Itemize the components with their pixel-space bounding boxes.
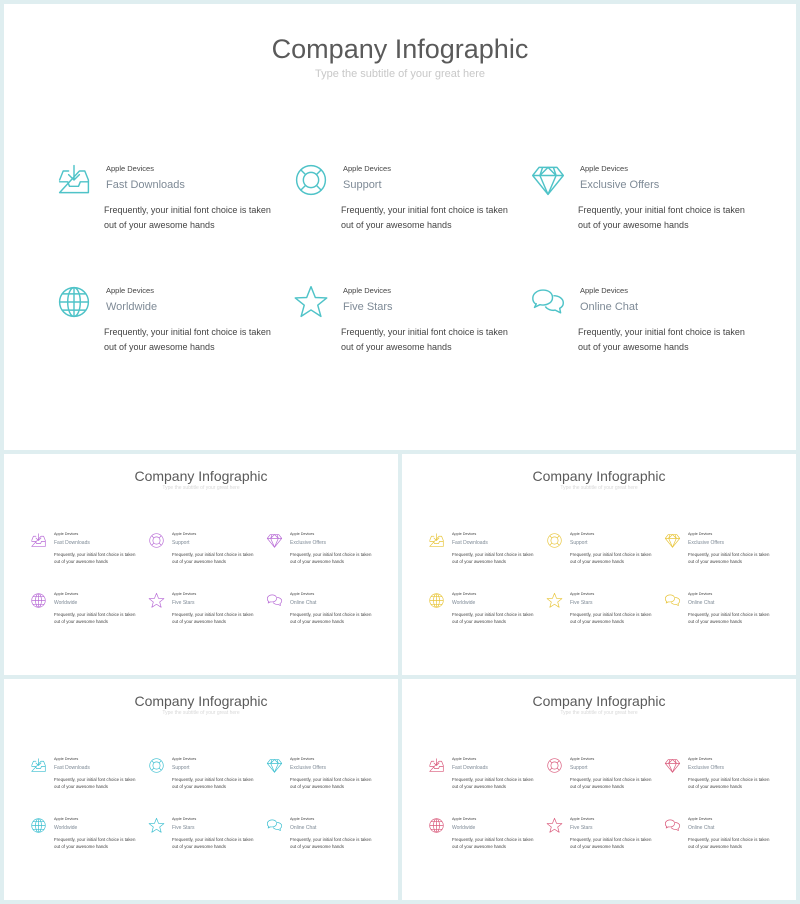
feature-item — [148, 757, 266, 799]
feature-category-label: Apple Devices — [290, 532, 315, 536]
diamond-icon — [266, 757, 283, 774]
feature-description — [104, 203, 271, 233]
feature-description — [54, 551, 135, 566]
feature-description-line-2: out of your awesome hands — [172, 844, 226, 850]
feature-name: Fast Downloads — [452, 540, 488, 546]
feature-description — [290, 551, 371, 566]
download-tray-icon — [30, 757, 47, 774]
chat-bubbles-icon — [266, 817, 283, 834]
feature-category-label: Apple Devices — [452, 817, 477, 821]
feature-description-line-2: out of your awesome hands — [570, 559, 624, 565]
feature-description — [452, 836, 533, 851]
feature-item — [428, 532, 546, 574]
feature-description-line-2: out of your awesome hands — [290, 559, 344, 565]
feature-item — [148, 817, 266, 859]
feature-description-line-1: Frequently, your initial font choice is taken — [290, 612, 372, 617]
feature-name: Five Stars — [570, 600, 593, 606]
feature-category-label: Apple Devices — [580, 164, 628, 173]
feature-description — [341, 203, 508, 233]
download-tray-icon — [56, 162, 92, 198]
feature-description-line-2: out of your awesome hands — [452, 619, 506, 625]
feature-name: Worldwide — [54, 825, 78, 831]
feature-description — [341, 325, 508, 355]
feature-description — [172, 551, 253, 566]
feature-name: Fast Downloads — [452, 765, 488, 771]
feature-description-line-2: out of your awesome hands — [341, 341, 452, 352]
feature-description-line-2: out of your awesome hands — [104, 219, 215, 230]
download-tray-icon — [30, 532, 47, 549]
feature-item — [56, 162, 296, 242]
feature-category-label: Apple Devices — [172, 757, 197, 761]
slide-title: Company Infographic — [134, 468, 268, 484]
slide-title: Company Infographic — [271, 34, 529, 64]
feature-name: Fast Downloads — [54, 765, 90, 771]
feature-description-line-1: Frequently, your initial font choice is taken — [54, 612, 136, 617]
feature-description-line-2: out of your awesome hands — [172, 619, 226, 625]
feature-category-label: Apple Devices — [172, 592, 197, 596]
feature-name: Worldwide — [452, 600, 476, 606]
diamond-icon — [664, 532, 681, 549]
lifebuoy-icon — [148, 532, 165, 549]
feature-description-line-1: Frequently, your initial font choice is taken — [104, 327, 271, 337]
feature-name: Support — [343, 179, 382, 191]
feature-category-label: Apple Devices — [172, 817, 197, 821]
feature-description-line-2: out of your awesome hands — [570, 784, 624, 790]
feature-name: Exclusive Offers — [290, 540, 327, 546]
feature-name: Five Stars — [172, 825, 195, 831]
feature-description-line-1: Frequently, your initial font choice is taken — [54, 777, 136, 782]
feature-description-line-2: out of your awesome hands — [688, 844, 742, 850]
feature-name: Five Stars — [570, 825, 593, 831]
feature-description-line-1: Frequently, your initial font choice is taken — [570, 552, 652, 557]
slide-title: Company Infographic — [532, 693, 666, 709]
feature-category-label: Apple Devices — [343, 164, 391, 173]
download-tray-icon — [428, 532, 445, 549]
feature-item — [148, 592, 266, 634]
feature-description — [578, 325, 745, 355]
feature-category-label: Apple Devices — [570, 817, 595, 821]
feature-description — [290, 836, 371, 851]
feature-name: Online Chat — [290, 825, 317, 831]
feature-item — [428, 757, 546, 799]
feature-category-label: Apple Devices — [570, 532, 595, 536]
lifebuoy-icon — [546, 532, 563, 549]
feature-category-label: Apple Devices — [570, 592, 595, 596]
feature-description — [688, 836, 769, 851]
chat-bubbles-icon — [664, 592, 681, 609]
feature-description-line-1: Frequently, your initial font choice is taken — [570, 777, 652, 782]
feature-category-label: Apple Devices — [290, 817, 315, 821]
slide-thumbnail-purple[interactable] — [4, 454, 398, 675]
feature-description-line-2: out of your awesome hands — [688, 559, 742, 565]
feature-description-line-2: out of your awesome hands — [54, 784, 108, 790]
feature-name: Exclusive Offers — [688, 765, 725, 771]
feature-description-line-1: Frequently, your initial font choice is taken — [578, 327, 745, 337]
feature-description — [54, 836, 135, 851]
diamond-icon — [530, 162, 566, 198]
chat-bubbles-icon — [664, 817, 681, 834]
slide-thumbnail-pink[interactable] — [402, 679, 796, 900]
feature-category-label: Apple Devices — [290, 757, 315, 761]
slide-main[interactable] — [4, 4, 796, 450]
feature-description-line-2: out of your awesome hands — [341, 219, 452, 230]
slide-subtitle: Type the subtitle of your great here — [315, 68, 485, 80]
feature-item — [148, 532, 266, 574]
feature-item — [30, 757, 148, 799]
feature-description-line-1: Frequently, your initial font choice is taken — [104, 205, 271, 215]
feature-description-line-1: Frequently, your initial font choice is taken — [290, 552, 372, 557]
feature-name: Fast Downloads — [54, 540, 90, 546]
feature-category-label: Apple Devices — [688, 757, 713, 761]
feature-item — [530, 162, 770, 242]
feature-description-line-1: Frequently, your initial font choice is taken — [54, 552, 136, 557]
feature-description — [688, 551, 769, 566]
slide-title: Company Infographic — [134, 693, 268, 709]
feature-description — [54, 776, 135, 791]
feature-description — [172, 776, 253, 791]
diamond-icon — [266, 532, 283, 549]
feature-item — [266, 817, 384, 859]
feature-description-line-2: out of your awesome hands — [54, 559, 108, 565]
star-icon — [546, 817, 563, 834]
slide-subtitle: Type the subtitle of your great here — [162, 485, 240, 491]
feature-description — [290, 776, 371, 791]
feature-description-line-1: Frequently, your initial font choice is taken — [578, 205, 745, 215]
feature-description-line-1: Frequently, your initial font choice is taken — [688, 837, 770, 842]
feature-item — [664, 817, 782, 859]
feature-category-label: Apple Devices — [54, 532, 79, 536]
feature-name: Exclusive Offers — [580, 179, 660, 191]
feature-category-label: Apple Devices — [106, 164, 154, 173]
feature-item — [293, 162, 533, 242]
lifebuoy-icon — [546, 757, 563, 774]
feature-category-label: Apple Devices — [54, 817, 79, 821]
feature-category-label: Apple Devices — [452, 757, 477, 761]
feature-description-line-1: Frequently, your initial font choice is taken — [172, 777, 254, 782]
feature-name: Five Stars — [172, 600, 195, 606]
download-tray-icon — [428, 757, 445, 774]
globe-icon — [30, 817, 47, 834]
feature-category-label: Apple Devices — [452, 532, 477, 536]
feature-name: Worldwide — [54, 600, 78, 606]
feature-name: Online Chat — [688, 600, 715, 606]
feature-category-label: Apple Devices — [580, 286, 628, 295]
slide-subtitle: Type the subtitle of your great here — [162, 710, 240, 716]
feature-description-line-1: Frequently, your initial font choice is taken — [172, 552, 254, 557]
globe-icon — [56, 284, 92, 320]
feature-description-line-2: out of your awesome hands — [290, 784, 344, 790]
feature-description-line-1: Frequently, your initial font choice is taken — [452, 612, 534, 617]
feature-category-label: Apple Devices — [452, 592, 477, 596]
feature-item — [664, 592, 782, 634]
feature-item — [428, 817, 546, 859]
feature-item — [293, 284, 533, 364]
feature-name: Online Chat — [580, 301, 639, 313]
feature-item — [546, 592, 664, 634]
feature-description-line-2: out of your awesome hands — [688, 784, 742, 790]
diamond-icon — [664, 757, 681, 774]
feature-description — [104, 325, 271, 355]
feature-item — [266, 757, 384, 799]
feature-description-line-2: out of your awesome hands — [290, 844, 344, 850]
feature-description-line-1: Frequently, your initial font choice is taken — [452, 777, 534, 782]
feature-description-line-1: Frequently, your initial font choice is taken — [341, 327, 508, 337]
feature-description-line-2: out of your awesome hands — [290, 619, 344, 625]
feature-category-label: Apple Devices — [688, 532, 713, 536]
feature-name: Support — [570, 540, 588, 546]
feature-name: Support — [172, 765, 190, 771]
feature-category-label: Apple Devices — [172, 532, 197, 536]
feature-description — [172, 611, 253, 626]
feature-description-line-2: out of your awesome hands — [452, 784, 506, 790]
feature-category-label: Apple Devices — [54, 592, 79, 596]
feature-description-line-2: out of your awesome hands — [54, 619, 108, 625]
feature-item — [266, 592, 384, 634]
feature-item — [530, 284, 770, 364]
slide-thumbnail-cyan[interactable] — [4, 679, 398, 900]
slide-subtitle: Type the subtitle of your great here — [560, 710, 638, 716]
feature-description — [570, 551, 651, 566]
feature-description — [452, 776, 533, 791]
feature-item — [30, 817, 148, 859]
feature-description — [688, 611, 769, 626]
feature-description — [578, 203, 745, 233]
feature-description — [570, 776, 651, 791]
feature-description-line-2: out of your awesome hands — [452, 559, 506, 565]
feature-item — [30, 532, 148, 574]
feature-item — [546, 532, 664, 574]
chat-bubbles-icon — [530, 284, 566, 320]
slide-title: Company Infographic — [532, 468, 666, 484]
star-icon — [546, 592, 563, 609]
feature-description-line-1: Frequently, your initial font choice is taken — [54, 837, 136, 842]
slide-subtitle: Type the subtitle of your great here — [560, 485, 638, 491]
feature-description-line-2: out of your awesome hands — [172, 559, 226, 565]
star-icon — [148, 817, 165, 834]
feature-description-line-1: Frequently, your initial font choice is taken — [688, 552, 770, 557]
feature-description — [452, 551, 533, 566]
feature-description-line-1: Frequently, your initial font choice is taken — [172, 837, 254, 842]
feature-description-line-1: Frequently, your initial font choice is taken — [341, 205, 508, 215]
globe-icon — [428, 817, 445, 834]
feature-item — [428, 592, 546, 634]
feature-description-line-1: Frequently, your initial font choice is taken — [290, 837, 372, 842]
feature-category-label: Apple Devices — [688, 817, 713, 821]
feature-description-line-2: out of your awesome hands — [54, 844, 108, 850]
feature-description — [688, 776, 769, 791]
feature-description — [452, 611, 533, 626]
feature-description-line-2: out of your awesome hands — [570, 619, 624, 625]
feature-description-line-1: Frequently, your initial font choice is taken — [570, 612, 652, 617]
feature-category-label: Apple Devices — [688, 592, 713, 596]
feature-name: Support — [172, 540, 190, 546]
feature-name: Exclusive Offers — [688, 540, 725, 546]
lifebuoy-icon — [148, 757, 165, 774]
chat-bubbles-icon — [266, 592, 283, 609]
feature-item — [664, 532, 782, 574]
feature-description-line-2: out of your awesome hands — [688, 619, 742, 625]
feature-item — [266, 532, 384, 574]
feature-description-line-1: Frequently, your initial font choice is taken — [570, 837, 652, 842]
feature-description-line-2: out of your awesome hands — [578, 219, 689, 230]
feature-item — [56, 284, 296, 364]
feature-description — [54, 611, 135, 626]
feature-item — [664, 757, 782, 799]
feature-item — [546, 757, 664, 799]
star-icon — [148, 592, 165, 609]
feature-category-label: Apple Devices — [106, 286, 154, 295]
feature-name: Online Chat — [688, 825, 715, 831]
feature-description-line-2: out of your awesome hands — [104, 341, 215, 352]
feature-description-line-2: out of your awesome hands — [172, 784, 226, 790]
feature-category-label: Apple Devices — [343, 286, 391, 295]
feature-name: Five Stars — [343, 301, 393, 313]
lifebuoy-icon — [293, 162, 329, 198]
feature-description-line-1: Frequently, your initial font choice is taken — [290, 777, 372, 782]
slide-thumbnail-yellow[interactable] — [402, 454, 796, 675]
feature-description-line-1: Frequently, your initial font choice is taken — [688, 612, 770, 617]
star-icon — [293, 284, 329, 320]
feature-name: Worldwide — [106, 301, 158, 313]
feature-description — [570, 611, 651, 626]
feature-name: Exclusive Offers — [290, 765, 327, 771]
feature-name: Fast Downloads — [106, 179, 185, 191]
feature-category-label: Apple Devices — [54, 757, 79, 761]
feature-description-line-1: Frequently, your initial font choice is taken — [172, 612, 254, 617]
feature-description-line-1: Frequently, your initial font choice is taken — [688, 777, 770, 782]
feature-description-line-1: Frequently, your initial font choice is taken — [452, 552, 534, 557]
globe-icon — [428, 592, 445, 609]
feature-description-line-2: out of your awesome hands — [578, 341, 689, 352]
feature-category-label: Apple Devices — [570, 757, 595, 761]
feature-item — [30, 592, 148, 634]
feature-description — [290, 611, 371, 626]
feature-category-label: Apple Devices — [290, 592, 315, 596]
globe-icon — [30, 592, 47, 609]
feature-name: Online Chat — [290, 600, 317, 606]
feature-description-line-1: Frequently, your initial font choice is taken — [452, 837, 534, 842]
feature-description-line-2: out of your awesome hands — [452, 844, 506, 850]
feature-description-line-2: out of your awesome hands — [570, 844, 624, 850]
feature-item — [546, 817, 664, 859]
feature-name: Support — [570, 765, 588, 771]
feature-name: Worldwide — [452, 825, 476, 831]
feature-description — [570, 836, 651, 851]
feature-description — [172, 836, 253, 851]
